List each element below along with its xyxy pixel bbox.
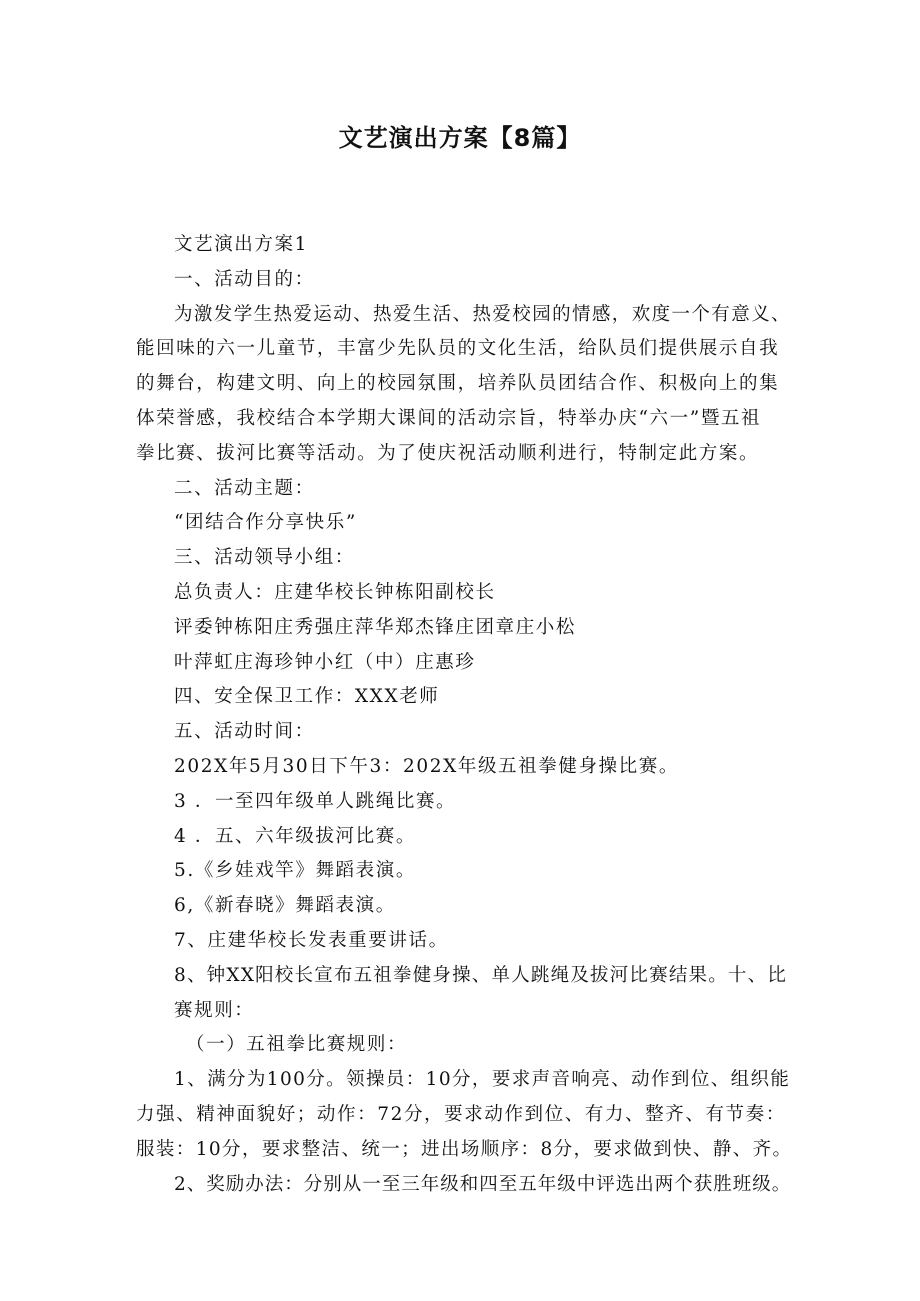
text-line: “团结合作分享快乐” (174, 512, 357, 534)
text-line: 五、活动时间： (174, 721, 315, 743)
text-line: 赛规则： (174, 999, 255, 1021)
text-line: 文艺演出方案1 (174, 234, 308, 255)
text-line: 6,《新春晓》舞蹈表演。 (174, 895, 396, 917)
text-line: 的舞台，构建文明、向上的校园氛围，培养队员团结合作、积极向上的集 (136, 373, 780, 395)
document-body (136, 228, 792, 1202)
text-line: 三、活动领导小组： (174, 547, 355, 569)
text-line: （一）五祖拳比赛规则： (186, 1034, 408, 1056)
text-line: 叶萍虹庄海珍钟小红（中）庄惠珍 (174, 651, 476, 673)
text-line: 总负责人：庄建华校长钟栋阳副校长 (174, 581, 496, 603)
text-line: 5.《乡娃戏竿》舞蹈表演。 (174, 860, 416, 882)
text-line: 为激发学生热爱运动、热爱生活、热爱校园的情感，欢度一个有意义、 (174, 303, 791, 325)
text-line: 拳比赛、拔河比赛等活动。为了使庆祝活动顺利进行，特制定此方案。 (136, 442, 760, 464)
text-line: 4 ．五、六年级拔河比赛。 (174, 825, 416, 847)
text-line: 评委钟栋阳庄秀强庄萍华郑杰锋庄团章庄小松 (174, 616, 577, 638)
text-line: 体荣誉感，我校结合本学期大课间的活动宗旨，特举办庆“六一”暨五祖 (136, 407, 762, 429)
text-line: 能回味的六一儿童节，丰富少先队员的文化生活，给队员们提供展示自我 (136, 338, 780, 360)
text-line: 8、钟XX阳校长宣布五祖拳健身操、单人跳绳及拔河比赛结果。十、比 (174, 964, 788, 986)
document-title: 文艺演出方案【8篇】 (338, 124, 582, 152)
text-line: 二、活动主题： (174, 477, 315, 499)
text-line: 7、庄建华校长发表重要讲话。 (174, 929, 449, 951)
text-line: 力强、精神面貌好；动作：72分，要求动作到位、有力、整齐、有节奏： (136, 1103, 786, 1125)
text-line: 一、活动目的： (174, 268, 315, 290)
text-line: 3 ．一至四年级单人跳绳比赛。 (174, 790, 457, 812)
text-line: 2、奖励办法：分别从一至三年级和四至五年级中评选出两个获胜班级。 (174, 1173, 792, 1195)
text-line: 1、满分为100分。领操员：10分，要求声音响亮、动作到位、组织能 (174, 1069, 791, 1091)
text-line: 四、安全保卫工作：XXX老师 (174, 686, 440, 708)
text-line: 202X年5月30日下午3：202X年级五祖拳健身操比赛。 (174, 755, 679, 777)
text-line: 服装：10分，要求整洁、统一；进出场顺序：8分，要求做到快、静、齐。 (136, 1138, 793, 1160)
